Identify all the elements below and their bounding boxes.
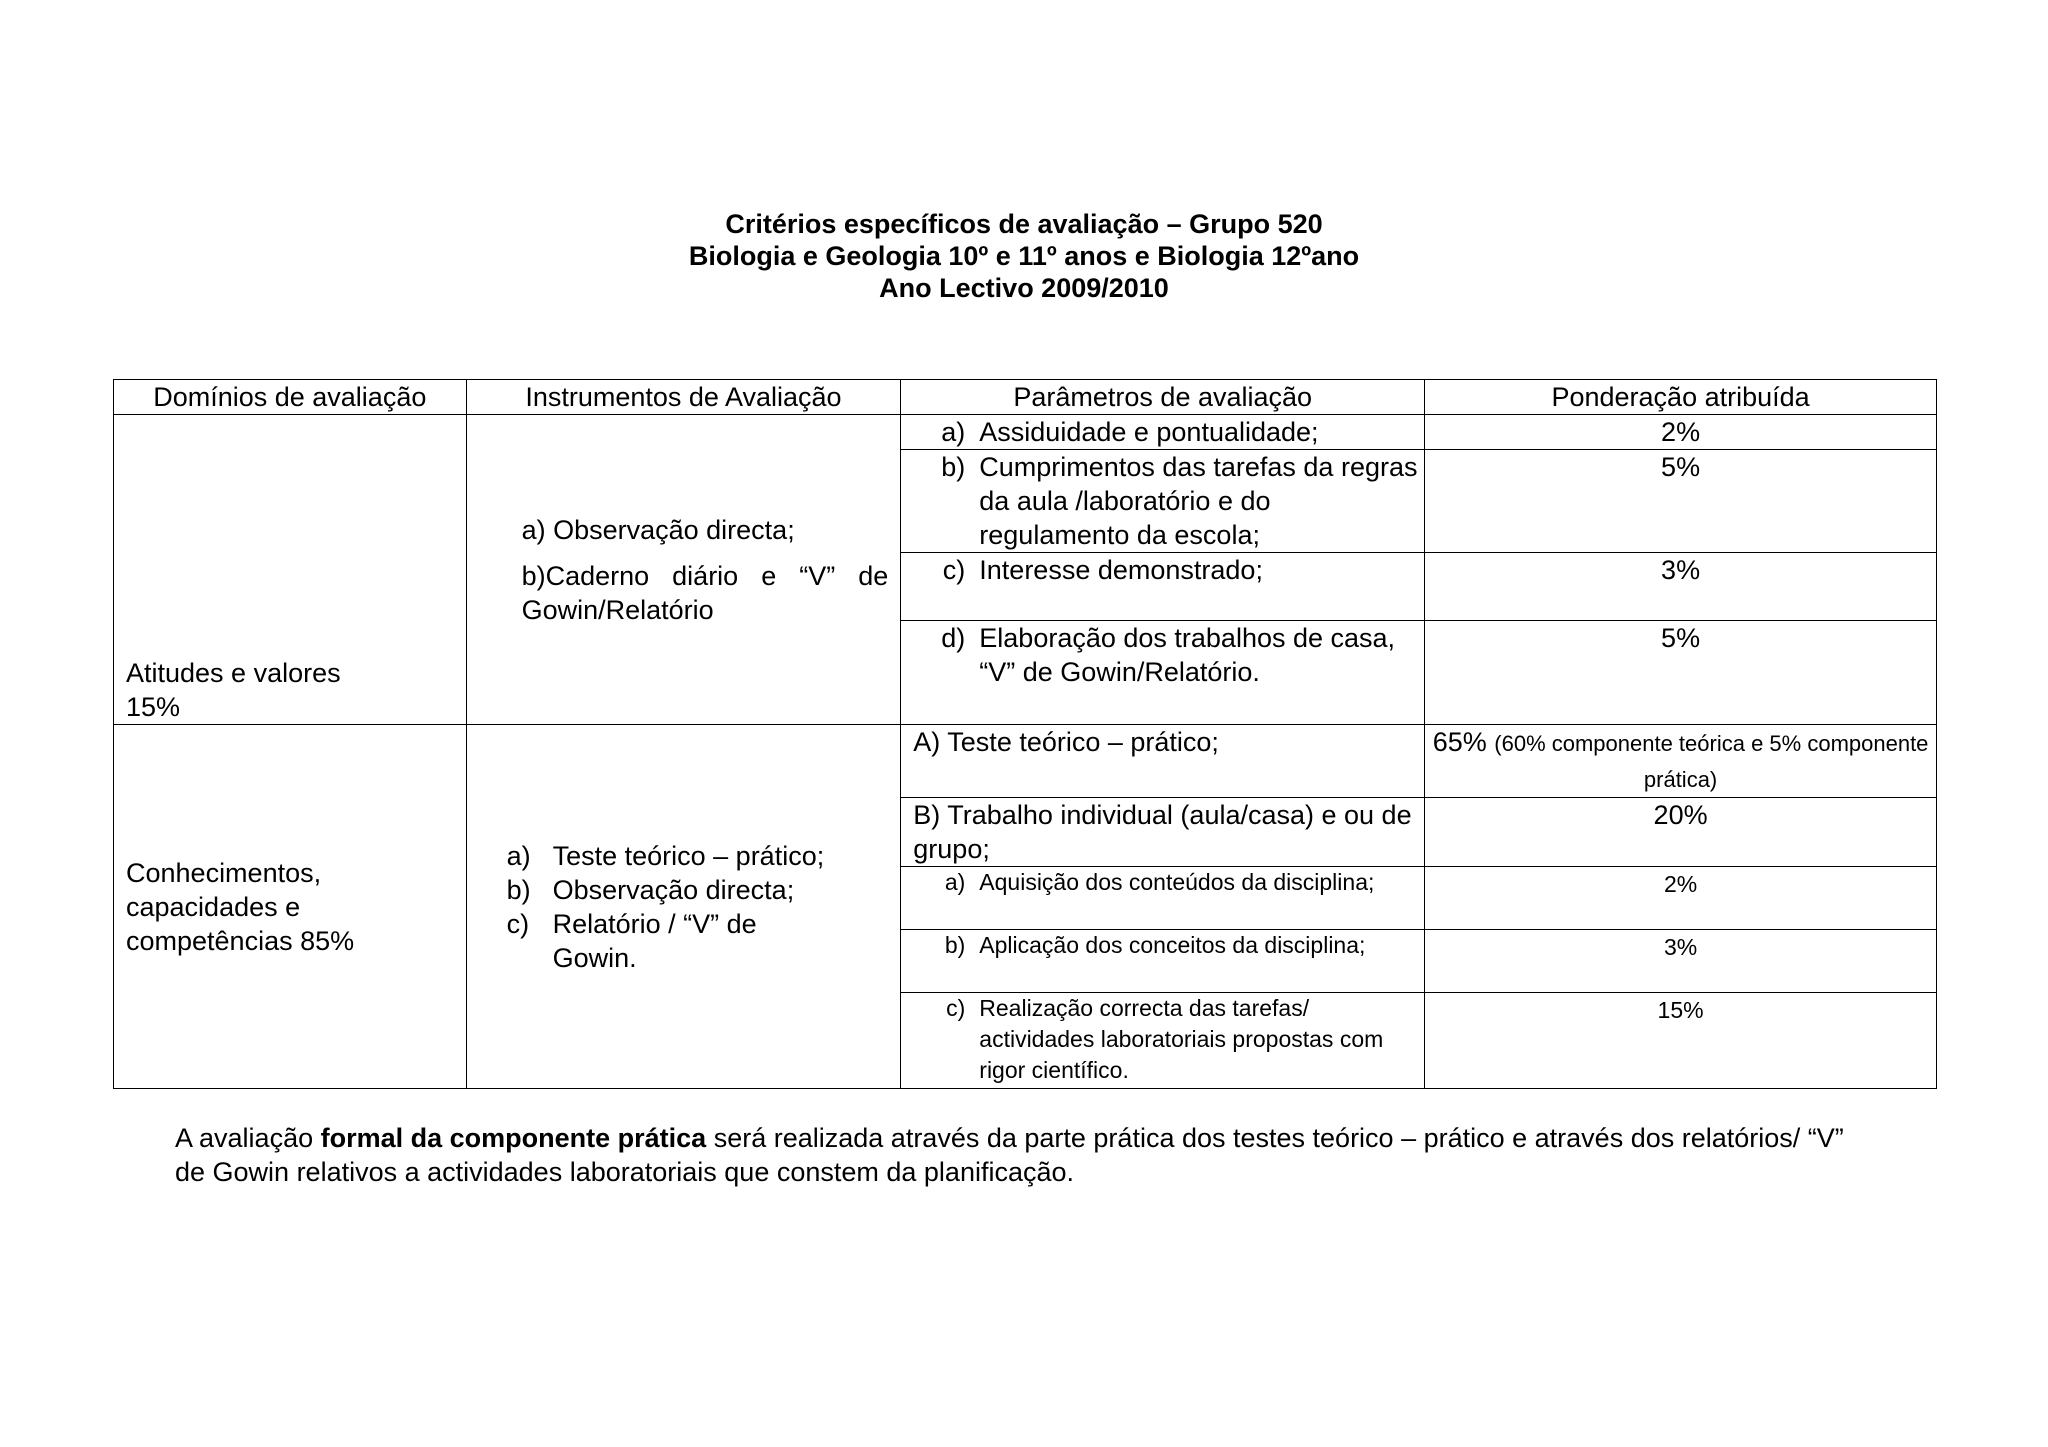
weight-cell: 5% <box>1425 621 1937 725</box>
weight-cell: 20% <box>1425 798 1937 867</box>
weight-cell: 65% (60% componente teórica e 5% componente prática) <box>1425 725 1937 798</box>
header-weighting: Ponderação atribuída <box>1425 380 1937 415</box>
parameter-cell: B) Trabalho individual (aula/casa) e ou de grupo; <box>901 798 1425 867</box>
parameter-cell: A) Teste teórico – prático; <box>901 725 1425 798</box>
weight-cell: 3% <box>1425 553 1937 621</box>
document-header <box>0 208 2048 304</box>
header-instruments: Instrumentos de Avaliação <box>466 380 901 415</box>
title-line-2: Biologia e Geologia 10º e 11º anos e Biologia 12ºano <box>688 241 1360 271</box>
domain-knowledge: Conhecimentos, capacidades e competências 85% <box>114 725 467 1089</box>
table-row <box>114 725 1937 798</box>
weight-cell: 2% <box>1425 867 1937 930</box>
parameter-cell: c) Realização correcta das tarefas/ actividades laboratoriais propostas com rigor científico. <box>901 993 1425 1089</box>
parameter-cell: b) Aplicação dos conceitos da disciplina; <box>901 930 1425 993</box>
footer-bold: formal da componente prática <box>320 1123 707 1153</box>
instruments-knowledge: a) Teste teórico – prático; b) Observação directa; c) Relatório / “V” de Gowin. <box>466 725 901 1089</box>
title-line-3: Ano Lectivo 2009/2010 <box>879 273 1169 303</box>
parameter-cell: a) Assiduidade e pontualidade; <box>901 415 1425 450</box>
header-domains: Domínios de avaliação <box>114 380 467 415</box>
weight-cell: 3% <box>1425 930 1937 993</box>
parameter-cell: b) Cumprimentos das tarefas da regras da aula /laboratório e do regulamento da escola; <box>901 450 1425 553</box>
parameter-cell: a) Aquisição dos conteúdos da disciplina; <box>901 867 1425 930</box>
weight-cell: 15% <box>1425 993 1937 1089</box>
footer-note: A avaliação formal da componente prática será realizada através da parte prática dos testes teórico – prático e através dos relatórios/ “V” de Gowin relativos a actividades laboratoriais que constem da planificação. <box>175 1123 1844 1187</box>
table-header-row <box>114 380 1937 415</box>
header-parameters: Parâmetros de avaliação <box>901 380 1425 415</box>
criteria-table <box>113 379 1937 1089</box>
parameter-cell: c) Interesse demonstrado; <box>901 553 1425 621</box>
instruments-attitudes: a) Observação directa; b)Caderno diário e “V” de Gowin/Relatório <box>466 415 901 725</box>
weight-cell: 5% <box>1425 450 1937 553</box>
weight-cell: 2% <box>1425 415 1937 450</box>
table-row <box>114 415 1937 450</box>
title-line-1: Critérios específicos de avaliação – Grupo 520 <box>725 209 1323 239</box>
parameter-cell: d) Elaboração dos trabalhos de casa, “V” de Gowin/Relatório. <box>901 621 1425 725</box>
domain-attitudes: Atitudes e valores 15% <box>114 415 467 725</box>
